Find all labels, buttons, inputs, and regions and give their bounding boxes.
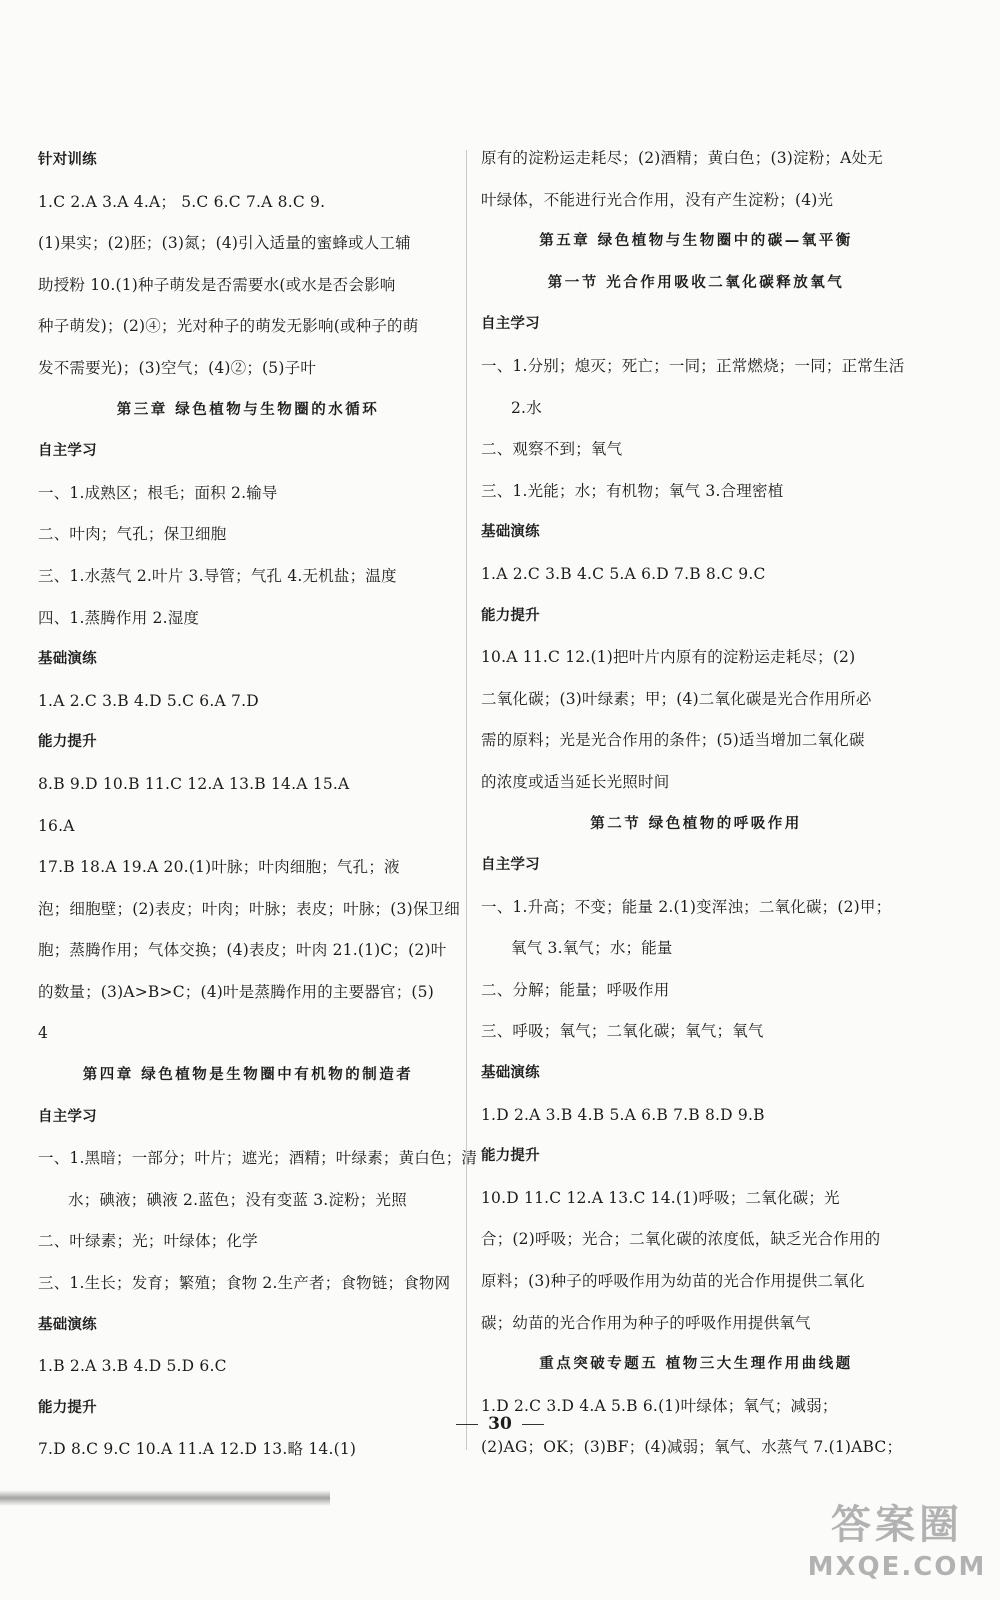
right-chapter-title: 重点突破专题五 植物三大生理作用曲线题: [539, 1356, 853, 1373]
left-answer-line: 助授粉 10.(1)种子萌发是否需要水(或水是否会影响: [38, 275, 396, 294]
left-answer-line: 三、1.水蒸气 2.叶片 3.导管；气孔 4.无机盐；温度: [38, 566, 397, 585]
right-answer-line: 的浓度或适当延长光照时间: [481, 772, 670, 791]
watermark-line2: MXQE.COM: [807, 1552, 987, 1582]
left-answer-line: 4: [38, 1024, 49, 1043]
right-answer-line: 碳；幼苗的光合作用为种子的呼吸作用提供氧气: [481, 1313, 811, 1332]
left-chapter-title: 第四章 绿色植物是生物圈中有机物的制造者: [82, 1067, 414, 1084]
right-answer-line: 需的原料；光是光合作用的条件；(5)适当增加二氧化碳: [481, 731, 865, 750]
column-divider: [466, 150, 467, 1450]
right-answer-line: 二、观察不到；氧气: [481, 440, 623, 459]
left-chapter-title: 第三章 绿色植物与生物圈的水循环: [116, 401, 380, 418]
page-number-dash-right: [522, 1424, 544, 1425]
right-chapter-title: 第一节 光合作用吸收二氧化碳释放氧气: [547, 274, 845, 291]
left-answer-line: 1.A 2.C 3.B 4.D 5.C 6.A 7.D: [38, 691, 259, 710]
right-answer-line: 1.D 2.C 3.D 4.A 5.B 6.(1)叶绿体；氧气；减弱；: [481, 1396, 838, 1415]
right-answer-line: 三、1.光能；水；有机物；氧气 3.合理密植: [481, 481, 784, 500]
right-section-heading: 能力提升: [481, 607, 540, 624]
left-section-heading: 自主学习: [38, 1108, 97, 1125]
right-answer-line: 氧气 3.氧气；水；能量: [511, 939, 673, 958]
left-section-heading: 针对训练: [38, 152, 97, 168]
left-section-heading: 基础演练: [38, 1316, 97, 1333]
right-answer-line: 二氧化碳；(3)叶绿素；甲；(4)二氧化碳是光合作用所必: [481, 689, 872, 708]
right-section-heading: 自主学习: [481, 857, 540, 874]
left-answer-line: 1.C 2.A 3.A 4.A； 5.C 6.C 7.A 8.C 9.: [38, 192, 326, 211]
right-section-heading: 自主学习: [481, 316, 540, 333]
left-answer-line: 一、1.黑暗；一部分；叶片；遮光；酒精；叶绿素；黄白色；清: [38, 1149, 478, 1168]
left-answer-line: 7.D 8.C 9.C 10.A 11.A 12.D 13.略 14.(1): [38, 1440, 357, 1459]
left-answer-line: 三、1.生长；发育；繁殖；食物 2.生产者；食物链；食物网: [38, 1274, 451, 1293]
right-answer-line: 三、呼吸；氧气；二氧化碳；氧气；氧气: [481, 1022, 764, 1041]
right-answer-line: 原料；(3)种子的呼吸作用为幼苗的光合作用提供二氧化: [481, 1272, 865, 1291]
left-section-heading: 基础演练: [38, 651, 97, 668]
right-answer-line: 一、1.分别；熄灭；死亡；一同；正常燃烧；一同；正常生活: [481, 356, 905, 375]
page-number: [0, 1414, 1000, 1434]
left-answer-line: 胞；蒸腾作用；气体交换；(4)表皮；叶肉 21.(1)C；(2)叶: [38, 941, 447, 960]
right-answer-line: (2)AG；OK；(3)BF；(4)减弱；氧气、水蒸气 7.(1)ABC；: [481, 1438, 903, 1457]
right-section-heading: 能力提升: [481, 1148, 540, 1165]
left-section-heading: 自主学习: [38, 443, 97, 460]
left-section-heading: 能力提升: [38, 1399, 97, 1416]
right-chapter-title: 第二节 绿色植物的呼吸作用: [590, 815, 802, 832]
left-answer-line: 泡；细胞壁；(2)表皮；叶肉；叶脉；表皮；叶脉；(3)保卫细: [38, 899, 460, 918]
right-chapter-title: 第五章 绿色植物与生物圈中的碳—氧平衡: [539, 233, 853, 250]
right-answer-line: 1.A 2.C 3.B 4.C 5.A 6.D 7.B 8.C 9.C: [481, 564, 766, 583]
left-answer-line: 二、叶肉；气孔；保卫细胞: [38, 525, 227, 544]
right-section-heading: 基础演练: [481, 524, 540, 541]
left-answer-line: 的数量；(3)A>B>C；(4)叶是蒸腾作用的主要器官；(5): [38, 982, 434, 1001]
right-answer-line: 合；(2)呼吸；光合；二氧化碳的浓度低，缺乏光合作用的: [481, 1230, 881, 1249]
right-section-heading: 基础演练: [481, 1065, 540, 1082]
left-answer-line: 一、1.成熟区；根毛；面积 2.输导: [38, 483, 278, 502]
left-answer-line: 17.B 18.A 19.A 20.(1)叶脉；叶肉细胞；气孔；液: [38, 858, 400, 877]
left-answer-line: 8.B 9.D 10.B 11.C 12.A 13.B 14.A 15.A: [38, 774, 350, 793]
right-answer-line: 1.D 2.A 3.B 4.B 5.A 6.B 7.B 8.D 9.B: [481, 1105, 765, 1124]
right-answer-line: 原有的淀粉运走耗尽；(2)酒精；黄白色；(3)淀粉；A处无: [481, 149, 883, 167]
left-section-heading: 能力提升: [38, 734, 97, 751]
left-answer-line: (1)果实；(2)胚；(3)氮；(4)引入适量的蜜蜂或人工辅: [38, 234, 411, 253]
right-answer-line: 二、分解；能量；呼吸作用: [481, 980, 670, 999]
watermark-logo: [802, 1500, 992, 1595]
right-column: [481, 138, 911, 1469]
left-answer-line: 种子萌发)；(2)④；光对种子的萌发无影响(或种子的萌: [38, 317, 419, 336]
left-answer-line: 发不需要光)；(3)空气；(4)②；(5)子叶: [38, 358, 317, 377]
left-answer-line: 16.A: [38, 816, 75, 835]
page-number-dash-left: [456, 1424, 478, 1425]
left-answer-line: 水；碘液；碘液 2.蓝色；没有变蓝 3.淀粉；光照: [68, 1190, 407, 1209]
left-column: [38, 140, 478, 1471]
left-answer-line: 二、叶绿素；光；叶绿体；化学: [38, 1232, 258, 1251]
left-answer-line: 1.B 2.A 3.B 4.D 5.D 6.C: [38, 1357, 227, 1376]
right-answer-line: 叶绿体，不能进行光合作用，没有产生淀粉；(4)光: [481, 190, 834, 209]
page-number-text: 30: [488, 1414, 512, 1434]
right-answer-line: 一、1.升高；不变；能量 2.(1)变浑浊；二氧化碳；(2)甲；: [481, 897, 892, 916]
watermark-line1: 答案圈: [831, 1502, 963, 1548]
right-answer-line: 10.D 11.C 12.A 13.C 14.(1)呼吸；二氧化碳；光: [481, 1188, 840, 1207]
right-answer-line: 10.A 11.C 12.(1)把叶片内原有的淀粉运走耗尽；(2): [481, 648, 856, 667]
scan-shadow: [0, 1490, 330, 1506]
right-answer-line: 2.水: [511, 398, 542, 417]
left-answer-line: 四、1.蒸腾作用 2.湿度: [38, 608, 200, 627]
